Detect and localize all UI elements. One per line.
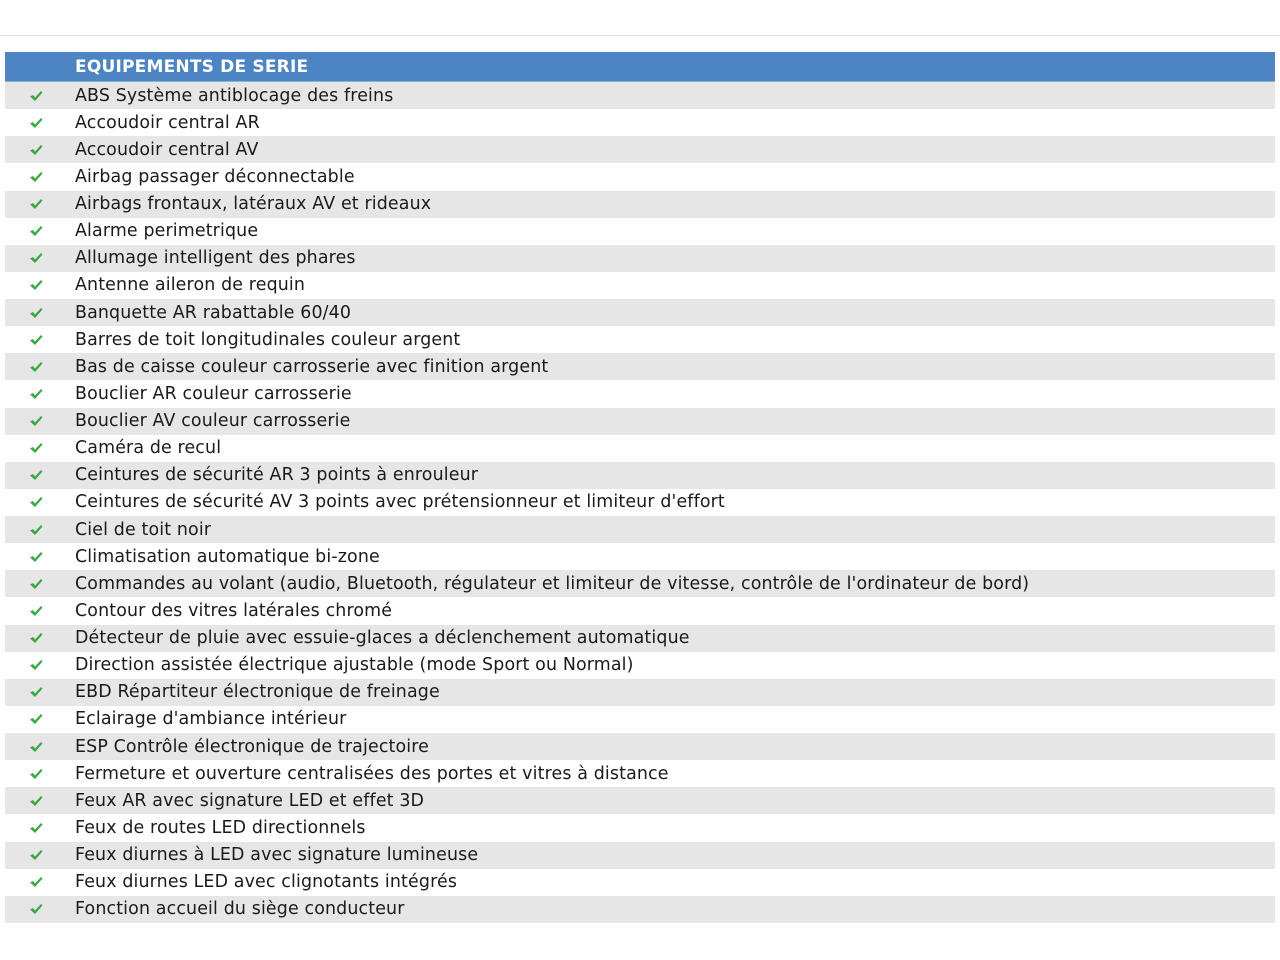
check-cell (5, 876, 75, 888)
top-divider (0, 35, 1280, 36)
check-cell (5, 713, 75, 725)
check-icon (29, 415, 43, 427)
equipment-label: ESP Contrôle électronique de trajectoire (75, 736, 430, 757)
table-row (5, 326, 1275, 353)
equipment-label: Feux diurnes LED avec clignotants intégrés (75, 872, 458, 893)
table-row (5, 462, 1275, 489)
check-cell (5, 632, 75, 644)
check-icon (29, 903, 43, 915)
table-row (5, 191, 1275, 218)
check-cell (5, 279, 75, 291)
check-icon (29, 307, 43, 319)
check-icon (29, 686, 43, 698)
equipment-label: Banquette AR rabattable 60/40 (75, 302, 352, 323)
check-icon (29, 198, 43, 210)
equipment-label: Détecteur de pluie avec essuie-glaces a déclenchement automatique (75, 628, 690, 649)
check-cell (5, 849, 75, 861)
equipment-label: Caméra de recul (75, 438, 222, 459)
check-cell (5, 524, 75, 536)
table-row (5, 218, 1275, 245)
equipment-label: Accoudoir central AV (75, 139, 259, 160)
equipment-label: Feux de routes LED directionnels (75, 817, 366, 838)
check-icon (29, 659, 43, 671)
check-icon (29, 849, 43, 861)
equipment-label: Direction assistée électrique ajustable (mode Sport ou Normal) (75, 655, 634, 676)
equipment-label: Feux diurnes à LED avec signature lumineuse (75, 845, 479, 866)
check-icon (29, 795, 43, 807)
check-cell (5, 659, 75, 671)
check-cell (5, 334, 75, 346)
equipment-label: Fermeture et ouverture centralisées des portes et vitres à distance (75, 763, 669, 784)
check-cell (5, 822, 75, 834)
check-cell (5, 795, 75, 807)
table-header (5, 52, 1275, 82)
check-icon (29, 279, 43, 291)
equipment-label: Ciel de toit noir (75, 519, 212, 540)
table-header-title: EQUIPEMENTS DE SERIE (75, 56, 309, 77)
table-row (5, 679, 1275, 706)
check-icon (29, 334, 43, 346)
table-row (5, 543, 1275, 570)
check-icon (29, 876, 43, 888)
check-icon (29, 225, 43, 237)
check-icon (29, 524, 43, 536)
check-icon (29, 822, 43, 834)
table-row (5, 245, 1275, 272)
table-row (5, 516, 1275, 543)
equipment-label: Contour des vitres latérales chromé (75, 600, 393, 621)
equipment-label: Airbags frontaux, latéraux AV et rideaux (75, 194, 432, 215)
check-cell (5, 741, 75, 753)
equipment-label: Allumage intelligent des phares (75, 248, 356, 269)
table-row (5, 597, 1275, 624)
equipment-label: Alarme perimetrique (75, 221, 259, 242)
check-cell (5, 442, 75, 454)
check-cell (5, 415, 75, 427)
equipment-label: Bas de caisse couleur carrosserie avec finition argent (75, 356, 549, 377)
table-row (5, 814, 1275, 841)
table-row (5, 706, 1275, 733)
table-row (5, 272, 1275, 299)
check-icon (29, 388, 43, 400)
check-cell (5, 144, 75, 156)
check-icon (29, 117, 43, 129)
check-cell (5, 361, 75, 373)
table-row (5, 842, 1275, 869)
table-row (5, 136, 1275, 163)
table-row (5, 109, 1275, 136)
table-row (5, 299, 1275, 326)
table-row (5, 408, 1275, 435)
check-cell (5, 578, 75, 590)
equipment-label: Bouclier AV couleur carrosserie (75, 411, 351, 432)
equipment-label: Feux AR avec signature LED et effet 3D (75, 790, 425, 811)
check-cell (5, 252, 75, 264)
check-icon (29, 713, 43, 725)
check-cell (5, 307, 75, 319)
check-cell (5, 686, 75, 698)
equipment-label: Airbag passager déconnectable (75, 166, 355, 187)
equipment-label: Barres de toit longitudinales couleur argent (75, 329, 461, 350)
check-cell (5, 388, 75, 400)
table-row (5, 380, 1275, 407)
table-row (5, 869, 1275, 896)
check-icon (29, 469, 43, 481)
table-row (5, 82, 1275, 109)
check-cell (5, 198, 75, 210)
check-icon (29, 551, 43, 563)
check-cell (5, 605, 75, 617)
table-row (5, 896, 1275, 923)
table-row (5, 353, 1275, 380)
check-icon (29, 632, 43, 644)
check-icon (29, 496, 43, 508)
check-icon (29, 252, 43, 264)
check-cell (5, 551, 75, 563)
check-cell (5, 768, 75, 780)
check-icon (29, 741, 43, 753)
equipment-label: Bouclier AR couleur carrosserie (75, 383, 352, 404)
check-cell (5, 117, 75, 129)
table-row (5, 163, 1275, 190)
equipment-label: EBD Répartiteur électronique de freinage (75, 682, 440, 703)
check-icon (29, 144, 43, 156)
table-row (5, 652, 1275, 679)
check-icon (29, 361, 43, 373)
table-row (5, 489, 1275, 516)
check-icon (29, 578, 43, 590)
check-cell (5, 171, 75, 183)
check-cell (5, 496, 75, 508)
check-cell (5, 225, 75, 237)
check-icon (29, 171, 43, 183)
equipment-table (5, 52, 1275, 923)
check-icon (29, 90, 43, 102)
equipment-label: Fonction accueil du siège conducteur (75, 899, 405, 920)
equipment-label: ABS Système antiblocage des freins (75, 85, 394, 106)
check-icon (29, 768, 43, 780)
check-cell (5, 903, 75, 915)
equipment-label: Eclairage d'ambiance intérieur (75, 709, 347, 730)
table-body (5, 82, 1275, 923)
equipment-label: Ceintures de sécurité AV 3 points avec prétensionneur et limiteur d'effort (75, 492, 725, 513)
check-icon (29, 605, 43, 617)
check-cell (5, 90, 75, 102)
equipment-label: Accoudoir central AR (75, 112, 260, 133)
table-row (5, 435, 1275, 462)
table-row (5, 570, 1275, 597)
equipment-label: Climatisation automatique bi-zone (75, 546, 380, 567)
check-cell (5, 469, 75, 481)
check-icon (29, 442, 43, 454)
table-row (5, 733, 1275, 760)
table-row (5, 760, 1275, 787)
equipment-label: Ceintures de sécurité AR 3 points à enrouleur (75, 465, 479, 486)
table-row (5, 625, 1275, 652)
equipment-label: Commandes au volant (audio, Bluetooth, régulateur et limiteur de vitesse, contrôle de l'ordinateur de bord) (75, 573, 1030, 594)
table-row (5, 787, 1275, 814)
equipment-label: Antenne aileron de requin (75, 275, 306, 296)
